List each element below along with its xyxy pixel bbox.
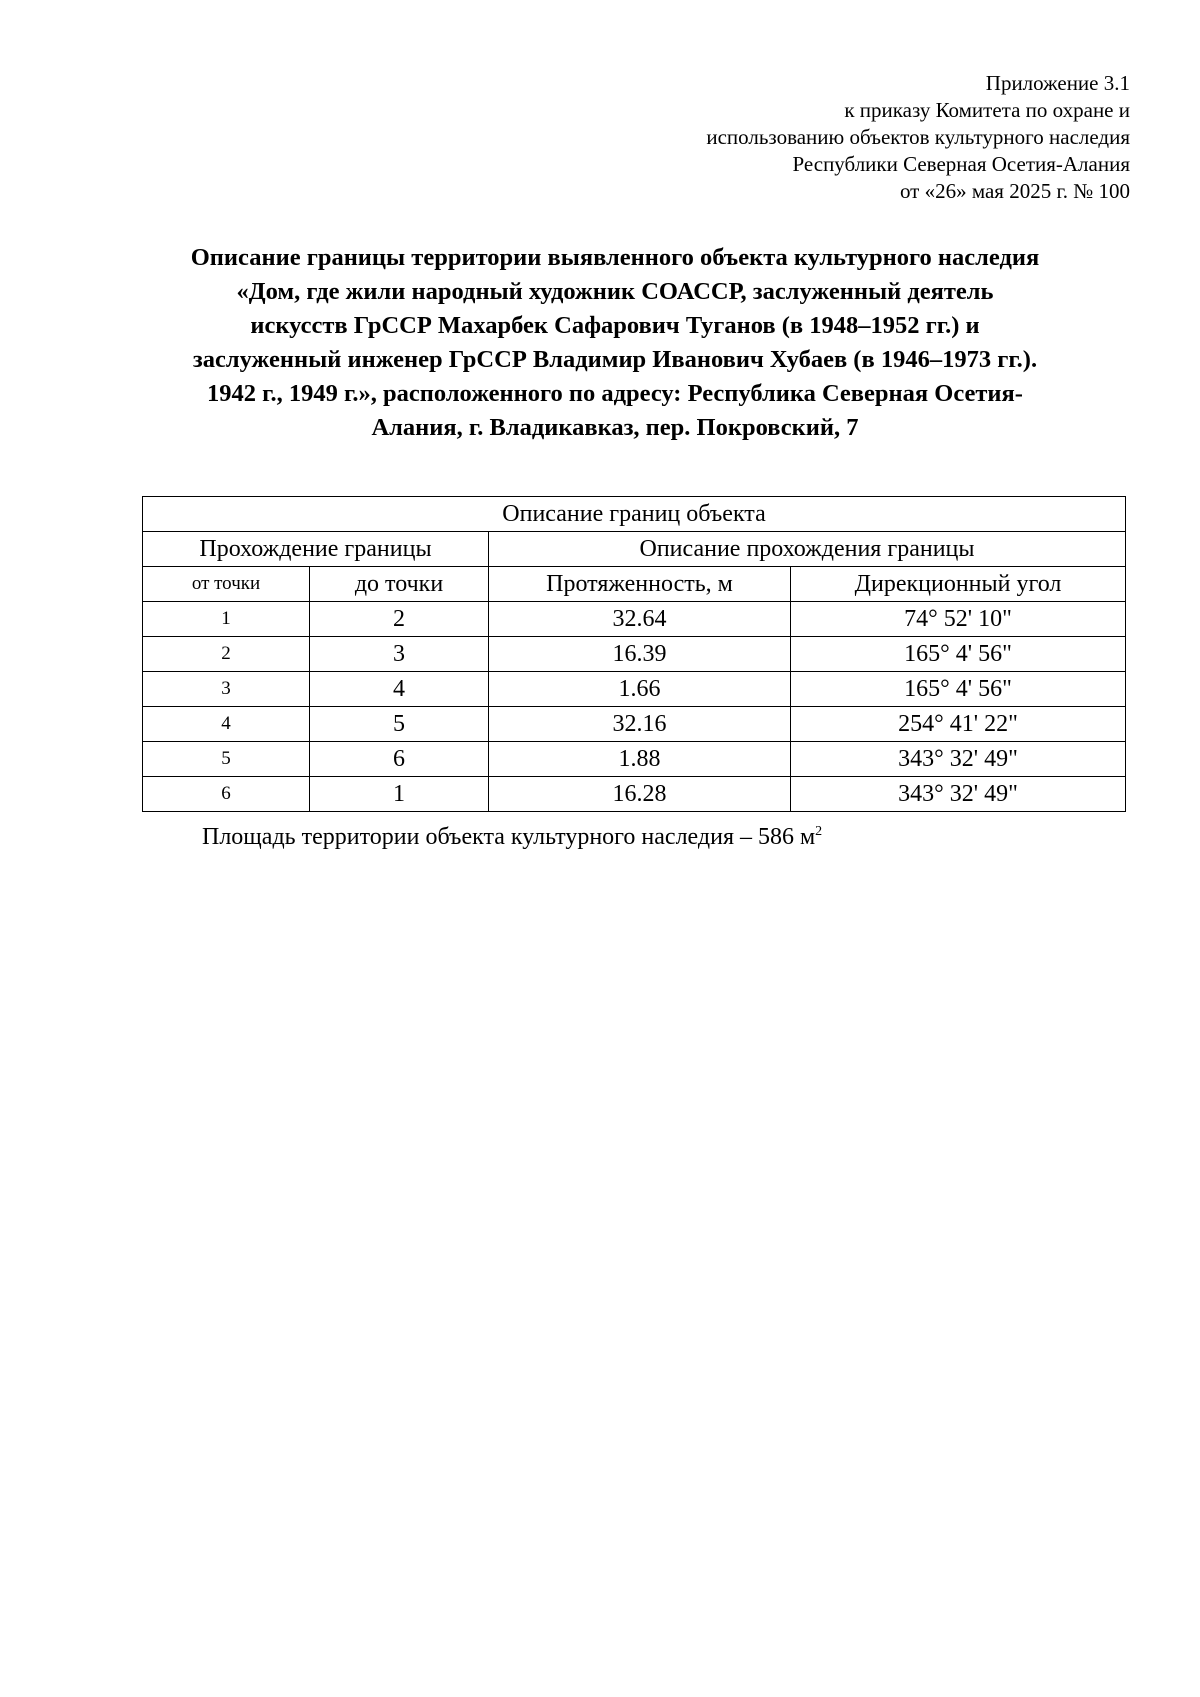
appendix-number: Приложение 3.1 bbox=[985, 71, 1130, 95]
table-row bbox=[143, 637, 1126, 672]
title-line-4: заслуженный инженер ГрССР Владимир Иванович Хубаев (в 1946–1973 гг.). bbox=[192, 346, 1038, 373]
cell-from: 4 bbox=[143, 707, 310, 742]
cell-length: 16.28 bbox=[489, 777, 791, 812]
column-header-length: Протяженность, м bbox=[489, 567, 791, 602]
title-line-6: Алания, г. Владикавказ, пер. Покровский, 7 bbox=[371, 414, 859, 441]
group-header-description: Описание прохождения границы bbox=[489, 532, 1126, 567]
appendix-republic: Республики Северная Осетия-Алания bbox=[792, 152, 1130, 176]
appendix-committee: использованию объектов культурного наследия bbox=[706, 125, 1130, 149]
cell-from: 2 bbox=[143, 637, 310, 672]
table-row bbox=[143, 602, 1126, 637]
table-caption: Описание границ объекта bbox=[143, 497, 1126, 532]
cell-to: 5 bbox=[310, 707, 489, 742]
area-unit-superscript: 2 bbox=[815, 824, 823, 839]
cell-from: 6 bbox=[143, 777, 310, 812]
cell-length: 32.64 bbox=[489, 602, 791, 637]
column-header-from: от точки bbox=[143, 567, 310, 602]
cell-length: 32.16 bbox=[489, 707, 791, 742]
cell-angle: 343° 32' 49" bbox=[791, 777, 1126, 812]
cell-from: 3 bbox=[143, 672, 310, 707]
column-header-angle: Дирекционный угол bbox=[791, 567, 1126, 602]
cell-angle: 165° 4' 56" bbox=[791, 672, 1126, 707]
table-row bbox=[143, 742, 1126, 777]
cell-angle: 165° 4' 56" bbox=[791, 637, 1126, 672]
table-row bbox=[143, 777, 1126, 812]
territory-area-text: Площадь территории объекта культурного наследия – 586 м bbox=[202, 824, 816, 850]
cell-angle: 254° 41' 22" bbox=[791, 707, 1126, 742]
table-column-header-row bbox=[143, 567, 1126, 602]
cell-length: 16.39 bbox=[489, 637, 791, 672]
cell-angle: 74° 52' 10" bbox=[791, 602, 1126, 637]
title-line-1: Описание границы территории выявленного объекта культурного наследия bbox=[190, 244, 1040, 271]
column-header-to: до точки bbox=[310, 567, 489, 602]
appendix-header bbox=[530, 70, 1130, 205]
table-caption-row bbox=[143, 497, 1126, 532]
cell-length: 1.88 bbox=[489, 742, 791, 777]
group-header-passage: Прохождение границы bbox=[143, 532, 489, 567]
cell-to: 6 bbox=[310, 742, 489, 777]
appendix-date: от «26» мая 2025 г. № 100 bbox=[899, 179, 1130, 203]
table-row bbox=[143, 707, 1126, 742]
table-group-header-row bbox=[143, 532, 1126, 567]
appendix-order-ref: к приказу Комитета по охране и bbox=[844, 98, 1130, 122]
cell-to: 4 bbox=[310, 672, 489, 707]
title-line-2: «Дом, где жили народный художник СОАССР, заслуженный деятель bbox=[236, 278, 994, 305]
cell-to: 3 bbox=[310, 637, 489, 672]
title-line-5: 1942 г., 1949 г.», расположенного по адресу: Республика Северная Осетия- bbox=[207, 380, 1023, 407]
cell-to: 2 bbox=[310, 602, 489, 637]
document-title bbox=[100, 241, 1130, 445]
cell-from: 5 bbox=[143, 742, 310, 777]
cell-from: 1 bbox=[143, 602, 310, 637]
table-row bbox=[143, 672, 1126, 707]
territory-area bbox=[202, 822, 822, 852]
boundary-table bbox=[142, 496, 1126, 812]
cell-to: 1 bbox=[310, 777, 489, 812]
cell-length: 1.66 bbox=[489, 672, 791, 707]
cell-angle: 343° 32' 49" bbox=[791, 742, 1126, 777]
title-line-3: искусств ГрССР Махарбек Сафарович Туганов (в 1948–1952 гг.) и bbox=[250, 312, 980, 339]
